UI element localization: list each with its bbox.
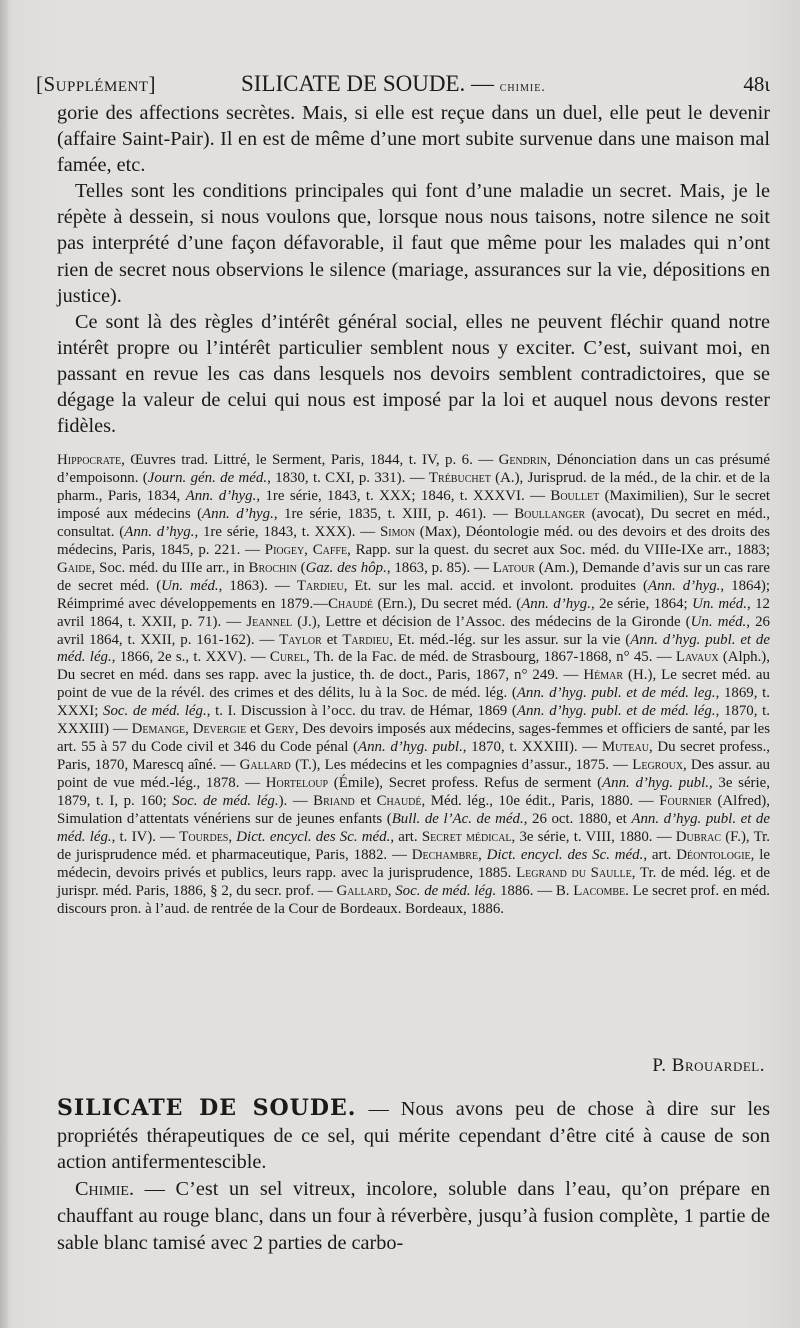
citation-text: , Rapp. sur la quest. du secret aux Soc. méd. du VIIIe-IXe arr., 1883; — [347, 541, 770, 558]
journal-title: Ann. d’hyg. — [185, 487, 257, 504]
citation-text: , 1863). — — [218, 577, 297, 594]
citation-text: et — [321, 631, 343, 648]
author-name: Horteloup — [265, 775, 329, 792]
author-name: Chaudé — [328, 595, 374, 612]
journal-title: Ann. d’hyg. — [648, 577, 721, 594]
citation-text: , 12 avril 1864, t. XXII, p. 71). — — [57, 595, 770, 630]
journal-title: Dict. encycl. des Sc. méd. — [486, 846, 644, 863]
citation-text: , — [228, 829, 237, 846]
author-name: Piogey, Caffe — [264, 541, 348, 558]
citation-text: (Alph.), Du secret en méd. dans ses rapp. avec la justice, th. de doct., Paris, 1867, n° 249. — — [57, 649, 770, 684]
author-name: Legroux — [632, 757, 684, 774]
journal-title: Ann. d’hyg. publ. et de méd. lég. — [57, 631, 770, 666]
journal-title: Dict. encycl. des Sc. méd. — [236, 829, 391, 846]
page-number: 48ɩ — [743, 72, 770, 96]
chimie-label: Chimie. — [75, 1178, 135, 1201]
citation-text: et — [354, 793, 377, 810]
citation-text: 1886. — B. — [496, 882, 574, 899]
journal-title: Un. méd. — [161, 577, 219, 594]
author-name: Trébuchet — [428, 469, 491, 486]
citation-text: , Th. de la Fac. de méd. de Strasbourg, 1867-1868, n° 45. — — [305, 649, 676, 666]
author-name: Curel — [269, 649, 306, 666]
author-name: Chaudé — [376, 793, 422, 810]
citation-text: , 2e série, 1864; — [590, 595, 693, 612]
silicate-article — [57, 1095, 770, 1256]
author-name: Gallard — [239, 757, 291, 774]
author-name: Gaide — [57, 559, 92, 576]
author-name: Demange, Devergie — [131, 721, 247, 738]
citation-text: , 26 oct. 1880, et — [523, 811, 632, 828]
citation-text: , Des assur. au point de vue méd.-lég., 1878. — — [57, 757, 770, 792]
journal-title: Ann. d’hyg. — [202, 505, 274, 522]
citation-text: (Am.), Demande d’avis sur un cas rare de secret méd. ( — [57, 559, 770, 594]
journal-title: Ann. d’hyg. publ. et de méd. lég. — [57, 811, 770, 846]
page-fold-shadow — [0, 0, 10, 1328]
citation-text: , Tr. de méd. lég. et de jurispr. méd. Paris, 1886, § 2, du secr. prof. — — [57, 864, 770, 899]
journal-title: Ann. d’hyg. publ. et de méd. leg. — [516, 685, 716, 702]
journal-title: Un. méd. — [690, 613, 747, 630]
author-name: Taylor — [279, 631, 322, 648]
citation-text: , 3e série, 1879, t. I, p. 160; — [57, 775, 770, 810]
journal-title: Journ. gén. de méd. — [147, 469, 268, 486]
header-title — [241, 68, 546, 104]
author-name: Lacombe — [573, 882, 626, 899]
author-name: Secret médical — [421, 829, 512, 846]
journal-title: Soc. de méd. lég. — [103, 703, 207, 720]
journal-title: Un. méd. — [692, 595, 747, 612]
author-signature: P. Brouardel. — [652, 1055, 765, 1076]
citation-text: , 1869, t. XXXI; — [57, 685, 770, 720]
author-name: Hémar — [583, 667, 624, 684]
bibliography — [57, 452, 770, 919]
citation-text: , 1870, t. XXXIII) — — [57, 703, 770, 738]
citation-text: , art. — [390, 829, 422, 846]
citation-text: , 1830, t. CXI, p. 331). — — [267, 469, 429, 486]
citation-text: , art. — [643, 846, 677, 863]
author-name: Boullanger — [514, 505, 586, 522]
citation-text: , Et. sur les mal. accid. et involont. produites ( — [343, 577, 648, 594]
author-name: Gallard — [336, 882, 388, 899]
citation-text: , — [478, 846, 487, 863]
journal-title: Soc. de méd. lég. — [395, 882, 497, 899]
journal-title: Ann. d’hyg. — [521, 595, 591, 612]
article-title: SILICATE DE SOUDE. — [57, 1095, 357, 1121]
citation-text: (Max), Déontologie méd. ou des devoirs et des droits des médecins, Paris, 1845, p. 221. — — [57, 523, 770, 558]
citation-text: , 1866, 2e s., t. XXV). — — [111, 649, 270, 666]
citation-text: , t. I. Discussion à l’occ. du trav. de Hémar, 1869 ( — [206, 703, 517, 720]
paragraph-2: Telles sont les conditions principales qui font d’une maladie un secret. Mais, je le répète à dessein, si nous voulons que, lorsque nous nous taisons, notre silence ne soit pas interprété d’une façon défavorable, il faut que même pour les malades qui n’ont rien de secret nous observions le silence (mariage, assurances sur la vie, dépositions en justice). — [57, 180, 770, 307]
citation-text: ( — [296, 559, 306, 576]
citation-text: (A.), Jurisprud. de la méd., de la chir. et de la pharm., Paris, 1834, — [57, 469, 770, 504]
citation-text: , 1re série, 1843, t. XXX). — — [194, 523, 380, 540]
citation-text: , t. IV). — — [111, 829, 180, 846]
author-name: Hippocrate — [57, 452, 122, 468]
author-name: Muteau — [601, 739, 649, 756]
citation-text: (avocat), Du secret en méd., consultat. ( — [57, 505, 770, 540]
citation-text: (Ern.), Du secret méd. ( — [373, 595, 522, 612]
author-name: Latour — [492, 559, 535, 576]
citation-text: , 1re série, 1835, t. XIII, p. 461). — — [273, 505, 515, 522]
citation-text: (H.), Le secret méd. au point de vue de la révél. des crimes et des délits, lu à la Soc. de méd. lég. ( — [57, 667, 770, 702]
citation-text: , 1870, t. XXXIII). — — [462, 739, 602, 756]
author-name: Dechambre — [411, 846, 479, 863]
citation-text: (Maximilien), Sur le secret imposé aux médecins ( — [57, 487, 770, 522]
author-name: Déontologie — [676, 846, 751, 863]
citation-text: , 1864); Réimprimé avec développements en 1879.— — [57, 577, 770, 612]
journal-title: Bull. de l’Ac. de méd. — [391, 811, 524, 828]
author-name: Gendrin — [498, 452, 548, 468]
citation-text: (Émile), Secret profess. Refus de serment ( — [328, 775, 603, 792]
running-header — [36, 68, 770, 100]
header-title-main: SILICATE DE SOUDE. — [241, 71, 466, 96]
citation-text: et — [246, 721, 265, 738]
author-name: Tardieu — [296, 577, 344, 594]
journal-title: Soc. de méd. lég. — [172, 793, 279, 810]
citation-text: , Et. méd.-lég. sur les assur. sur la vie ( — [389, 631, 631, 648]
citation-text: , Soc. méd. du IIIe arr., in — [91, 559, 249, 576]
citation-text: , Méd. lég., 10e édit., Paris, 1880. — — [421, 793, 660, 810]
journal-title: Ann. d’hyg. publ. — [602, 775, 709, 792]
journal-title: Ann. d’hyg. — [124, 523, 195, 540]
citation-text: , Œuvres trad. Littré, le Serment, Paris, 1844, t. IV, p. 6. — — [121, 452, 499, 468]
citation-text: (F.), Tr. de jurisprudence méd. et pharmaceutique, Paris, 1882. — — [57, 829, 771, 863]
journal-title: Ann. d’hyg. publ. — [357, 739, 463, 756]
main-text — [57, 100, 770, 439]
citation-text: , Dénonciation dans un cas présumé d’empoisonn. ( — [57, 452, 770, 486]
header-title-dash: — — [465, 71, 500, 96]
author-name: Brochin — [248, 559, 297, 576]
paragraph-1: gorie des affections secrètes. Mais, si elle est reçue dans un duel, elle peut le devenir (affaire Saint-Pair). Il en est de même d’une mort subite survenue dans une maison mal famée, etc. — [57, 102, 770, 177]
paragraph-3: Ce sont là des règles d’intérêt général social, elles ne peuvent fléchir quand notre intérêt propre ou l’intérêt particulier semblent nous y exciter. C’est, suivant moi, en passant en revue les cas dans lesquels nos devoirs semblent contradictoires, que se dégage la valeur de celui qui nous est imposé par la loi et auquel nous devons rester fidèles. — [57, 310, 770, 438]
author-name: Fournier — [659, 793, 712, 810]
citation-text: , Des devoirs imposés aux médecins, sages-femmes et officiers de santé, par les art. 55 à 57 du Code civil et 346 du Code pénal ( — [57, 721, 770, 756]
citation-text: (Alfred), Simulation d’attentats vénériens sur de jeunes enfants ( — [57, 793, 770, 828]
author-name: Jeannel — [246, 613, 293, 630]
author-name: Lavaux — [675, 649, 719, 666]
author-name: Tourdes — [179, 829, 229, 846]
author-name: Dubrac — [675, 829, 722, 846]
citation-text: , 26 avril 1864, t. XXII, p. 161-162). — — [57, 613, 770, 648]
author-name: Boullet — [550, 487, 600, 504]
citation-text: (J.), Lettre et décision de l’Assoc. des médecins de la Gironde ( — [292, 613, 691, 630]
citation-text: , 1re série, 1843, t. XXX; 1846, t. XXXVI. — — [256, 487, 551, 504]
citation-text: (T.), Les médecins et les compagnies d’assur., 1875. — — [290, 757, 633, 774]
citation-text: , 3e série, t. VIII, 1880. — — [511, 829, 676, 846]
article-intro: — Nous avons peu de chose à dire sur les propriétés thérapeutiques de ce sel, qui mérite cependant d’être cité à cause de son action antifermentescible. — [57, 1098, 770, 1174]
chimie-text: — C’est un sel vitreux, incolore, soluble dans l’eau, qu’on prépare en chauffant au rouge blanc, dans un four à réverbère, jusqu’à fusion complète, 1 partie de sable blanc tamisé avec 2 parties de carbo- — [57, 1178, 770, 1254]
bibliography-paragraph — [57, 452, 770, 919]
citation-text: , — [387, 882, 396, 899]
citation-text: . Le secret prof. en méd. discours pron. à l’aud. de rentrée de la Cour de Bordeaux. Bordeaux, 1886. — [57, 882, 770, 917]
chimie-paragraph — [57, 1176, 770, 1256]
citation-text: , Du secret profess., Paris, 1870, Marescq aîné. — — [57, 739, 770, 774]
author-name: Gery — [264, 721, 295, 738]
citation-text: , le médecin, devoirs privés et publics, leurs rapp. avec la jurisprudence, 1885. — [57, 846, 770, 881]
journal-title: Ann. d’hyg. publ. et de méd. lég. — [516, 703, 716, 720]
author-name: Simon — [379, 523, 415, 540]
header-section-label: [Supplément] — [36, 72, 157, 96]
citation-text: , 1863, p. 85). — — [386, 559, 493, 576]
author-name: Legrand du Saulle — [516, 864, 632, 881]
journal-title: Gaz. des hôp. — [305, 559, 387, 576]
author-name: Tardieu — [342, 631, 390, 648]
author-name: Briand — [313, 793, 355, 810]
citation-text: ). — — [278, 793, 314, 810]
silicate-intro-paragraph — [57, 1095, 770, 1176]
header-title-sub: chimie. — [499, 80, 546, 95]
